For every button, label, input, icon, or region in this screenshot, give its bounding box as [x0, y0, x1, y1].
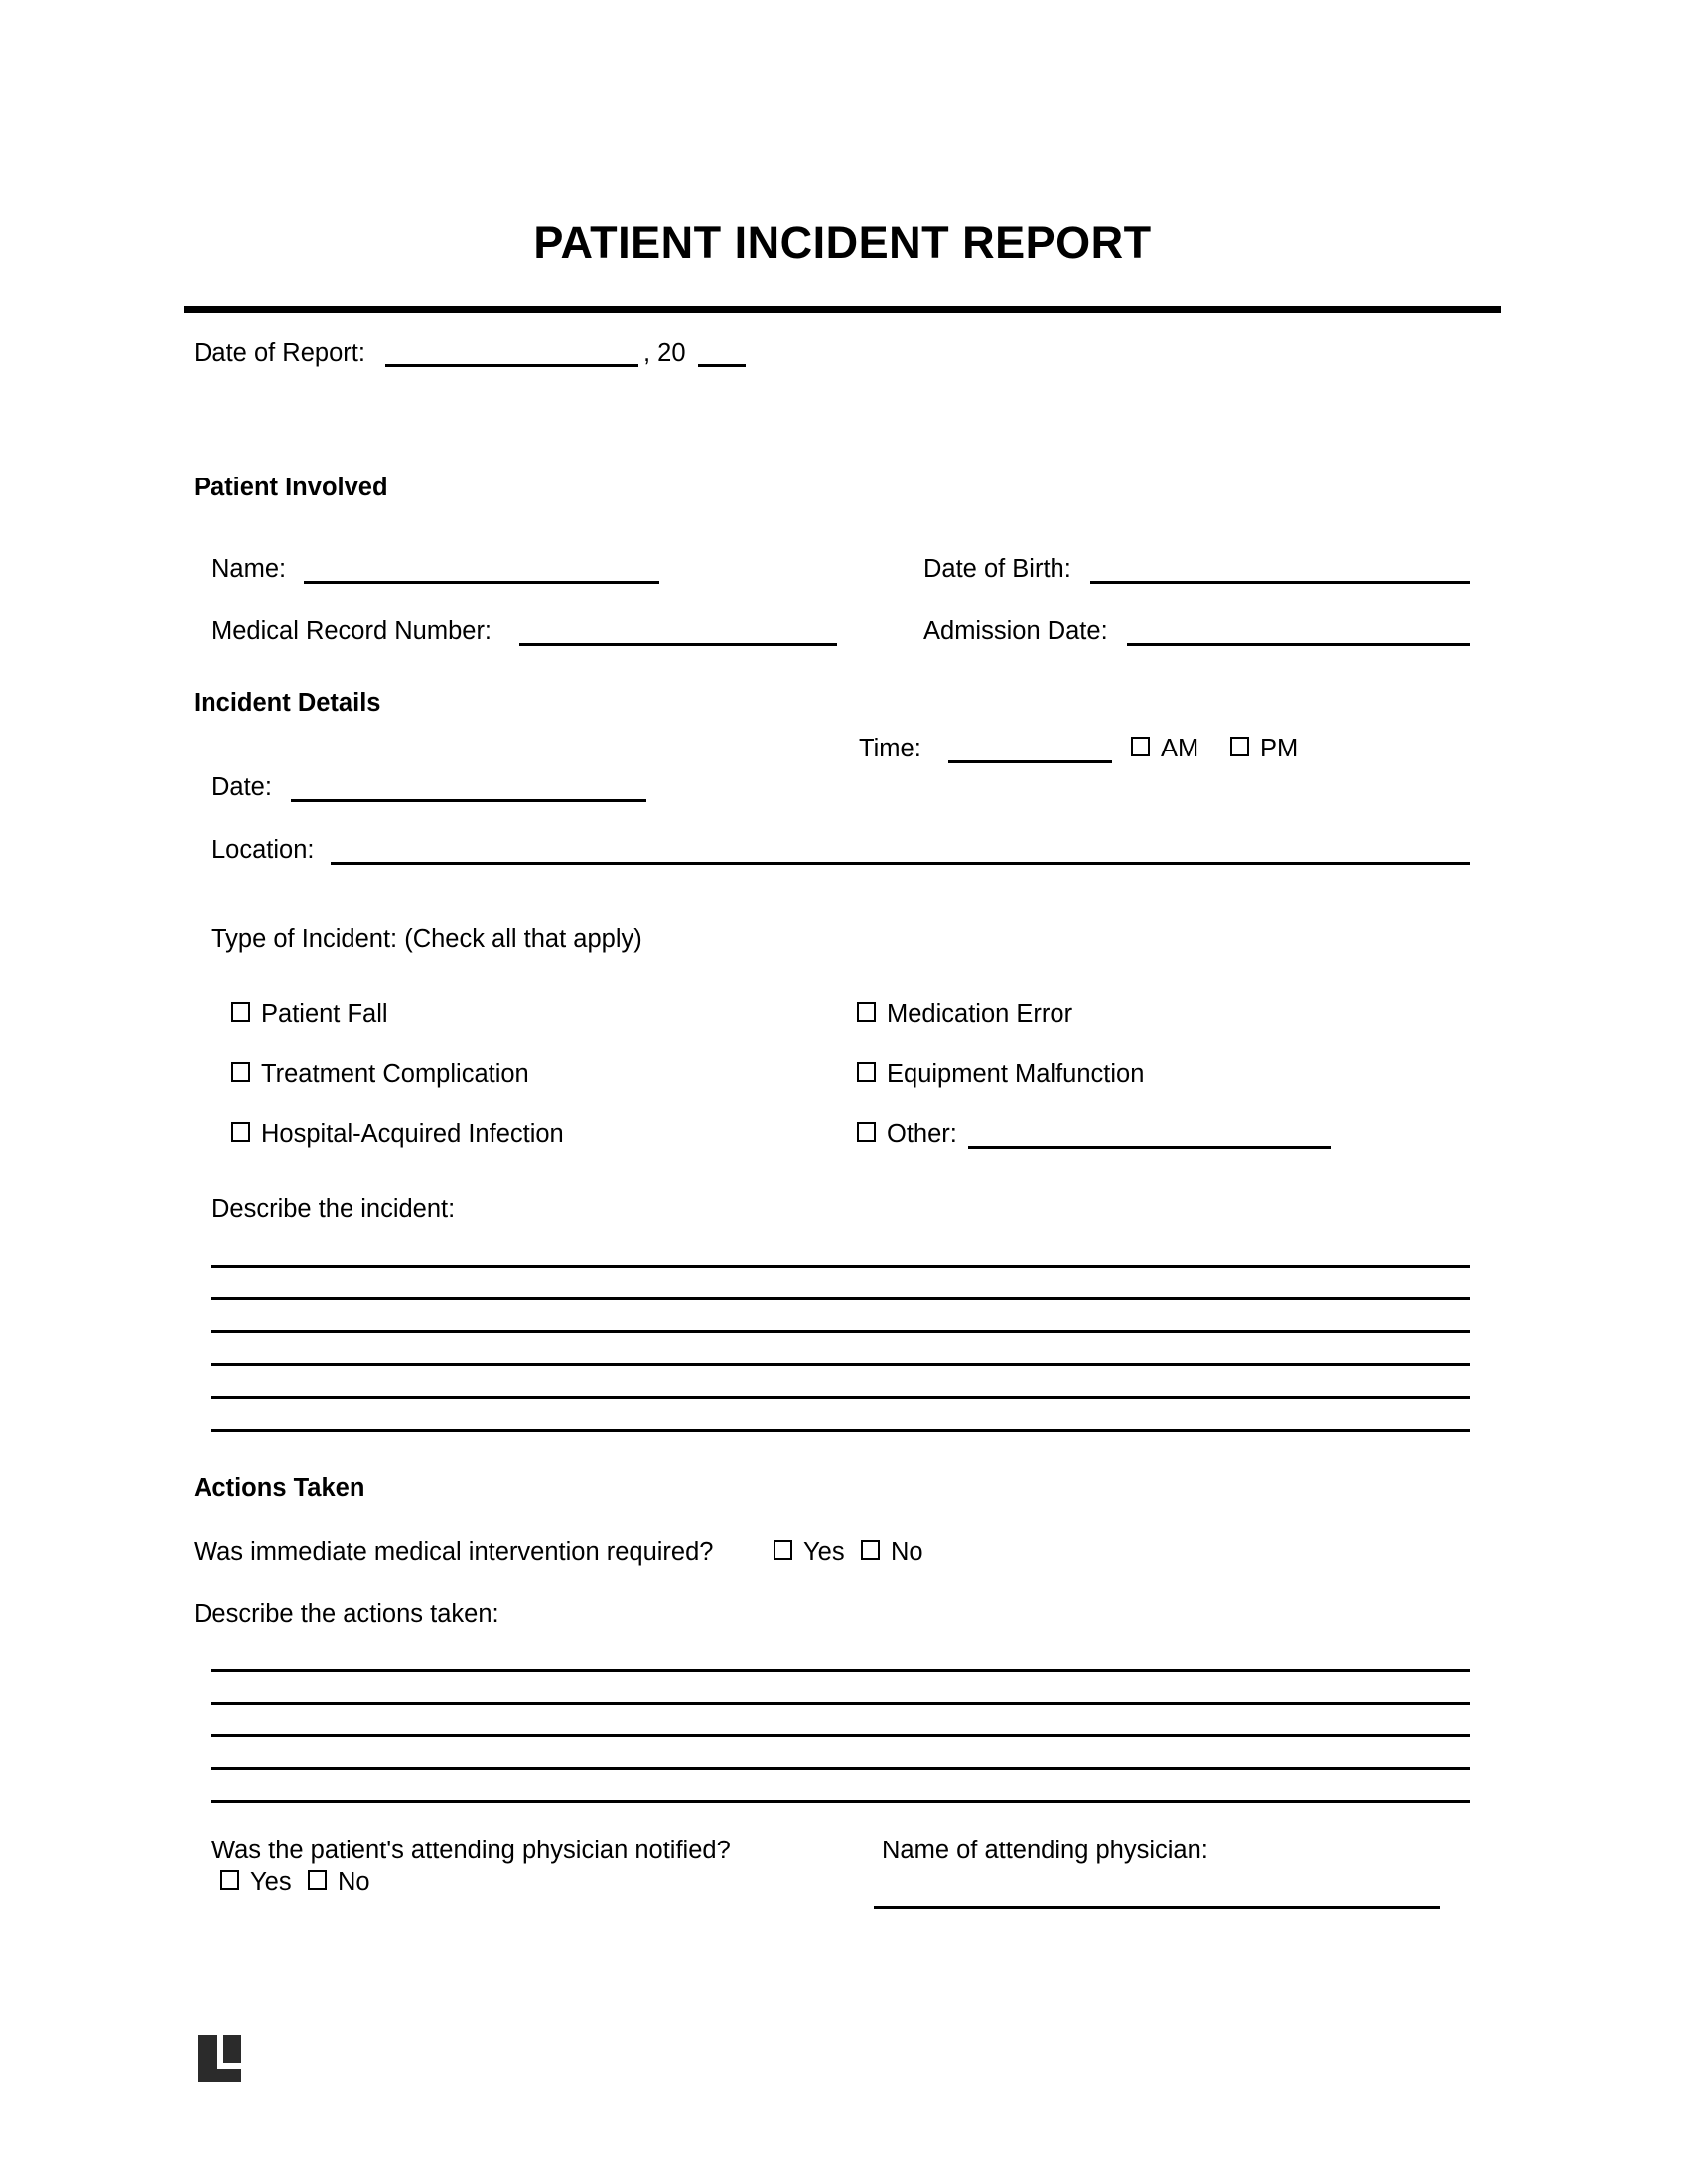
actions-description-line-4[interactable] — [211, 1767, 1470, 1770]
checkbox-physician-notified-no-label: No — [338, 1868, 370, 1896]
date-of-birth-input[interactable] — [1090, 581, 1470, 584]
checkbox-patient-fall-label: Patient Fall — [261, 1000, 388, 1027]
checkbox-other-label: Other: — [887, 1120, 957, 1148]
checkbox-medication-error[interactable] — [857, 1002, 876, 1022]
incident-description-line-3[interactable] — [211, 1330, 1470, 1333]
section-heading-incident-details: Incident Details — [194, 689, 381, 717]
actions-description-line-3[interactable] — [211, 1734, 1470, 1737]
physician-name-label: Name of attending physician: — [882, 1837, 1208, 1864]
checkbox-equipment-malfunction[interactable] — [857, 1062, 876, 1082]
checkbox-physician-notified-yes-label: Yes — [250, 1868, 292, 1896]
medical-record-number-input[interactable] — [519, 643, 837, 646]
actions-description-line-2[interactable] — [211, 1702, 1470, 1705]
checkbox-am-label: AM — [1161, 735, 1199, 762]
describe-actions-prompt: Describe the actions taken: — [194, 1600, 499, 1628]
incident-location-input[interactable] — [331, 862, 1470, 865]
checkbox-pm[interactable] — [1230, 737, 1249, 756]
section-heading-actions-taken: Actions Taken — [194, 1474, 365, 1502]
checkbox-medication-error-label: Medication Error — [887, 1000, 1073, 1027]
date-of-report-year-input[interactable] — [698, 364, 746, 367]
checkbox-intervention-no-label: No — [891, 1538, 923, 1566]
type-of-incident-prompt: Type of Incident: (Check all that apply) — [211, 925, 642, 953]
checkbox-other-input[interactable] — [968, 1146, 1331, 1149]
section-heading-patient-involved: Patient Involved — [194, 474, 388, 501]
checkbox-am[interactable] — [1131, 737, 1150, 756]
physician-name-input[interactable] — [874, 1906, 1440, 1909]
date-of-birth-label: Date of Birth: — [923, 555, 1071, 583]
incident-time-label: Time: — [859, 735, 921, 762]
incident-time-input[interactable] — [948, 760, 1112, 763]
checkbox-hospital-acquired-infection[interactable] — [231, 1122, 250, 1142]
checkbox-hospital-acquired-infection-label: Hospital-Acquired Infection — [261, 1120, 564, 1148]
date-of-report-input[interactable] — [385, 364, 638, 367]
page-title: PATIENT INCIDENT REPORT — [533, 217, 1152, 268]
actions-description-line-1[interactable] — [211, 1669, 1470, 1672]
patient-name-label: Name: — [211, 555, 287, 583]
actions-description-line-5[interactable] — [211, 1800, 1470, 1803]
incident-description-line-1[interactable] — [211, 1265, 1470, 1268]
legal-templates-logo — [198, 2035, 241, 2082]
incident-description-line-2[interactable] — [211, 1297, 1470, 1300]
patient-name-input[interactable] — [304, 581, 659, 584]
checkbox-other[interactable] — [857, 1122, 876, 1142]
checkbox-physician-notified-yes[interactable] — [220, 1870, 239, 1890]
checkbox-intervention-yes-label: Yes — [803, 1538, 845, 1566]
incident-description-line-4[interactable] — [211, 1363, 1470, 1366]
physician-notified-question: Was the patient's attending physician notified? — [211, 1837, 731, 1864]
incident-date-input[interactable] — [291, 799, 646, 802]
date-of-report-year-prefix: , 20 — [643, 340, 686, 367]
admission-date-label: Admission Date: — [923, 617, 1108, 645]
checkbox-patient-fall[interactable] — [231, 1002, 250, 1022]
incident-location-label: Location: — [211, 836, 315, 864]
admission-date-input[interactable] — [1127, 643, 1470, 646]
intervention-required-question: Was immediate medical intervention required? — [194, 1538, 714, 1566]
incident-description-line-5[interactable] — [211, 1396, 1470, 1399]
checkbox-intervention-yes[interactable] — [774, 1540, 792, 1560]
checkbox-intervention-no[interactable] — [861, 1540, 880, 1560]
date-of-report-label: Date of Report: — [194, 340, 365, 367]
checkbox-treatment-complication[interactable] — [231, 1062, 250, 1082]
incident-date-label: Date: — [211, 773, 272, 801]
checkbox-treatment-complication-label: Treatment Complication — [261, 1060, 529, 1088]
checkbox-physician-notified-no[interactable] — [308, 1870, 327, 1890]
incident-description-line-6[interactable] — [211, 1429, 1470, 1432]
checkbox-equipment-malfunction-label: Equipment Malfunction — [887, 1060, 1145, 1088]
checkbox-pm-label: PM — [1260, 735, 1299, 762]
title-divider — [184, 306, 1501, 313]
describe-incident-prompt: Describe the incident: — [211, 1195, 456, 1223]
medical-record-number-label: Medical Record Number: — [211, 617, 492, 645]
